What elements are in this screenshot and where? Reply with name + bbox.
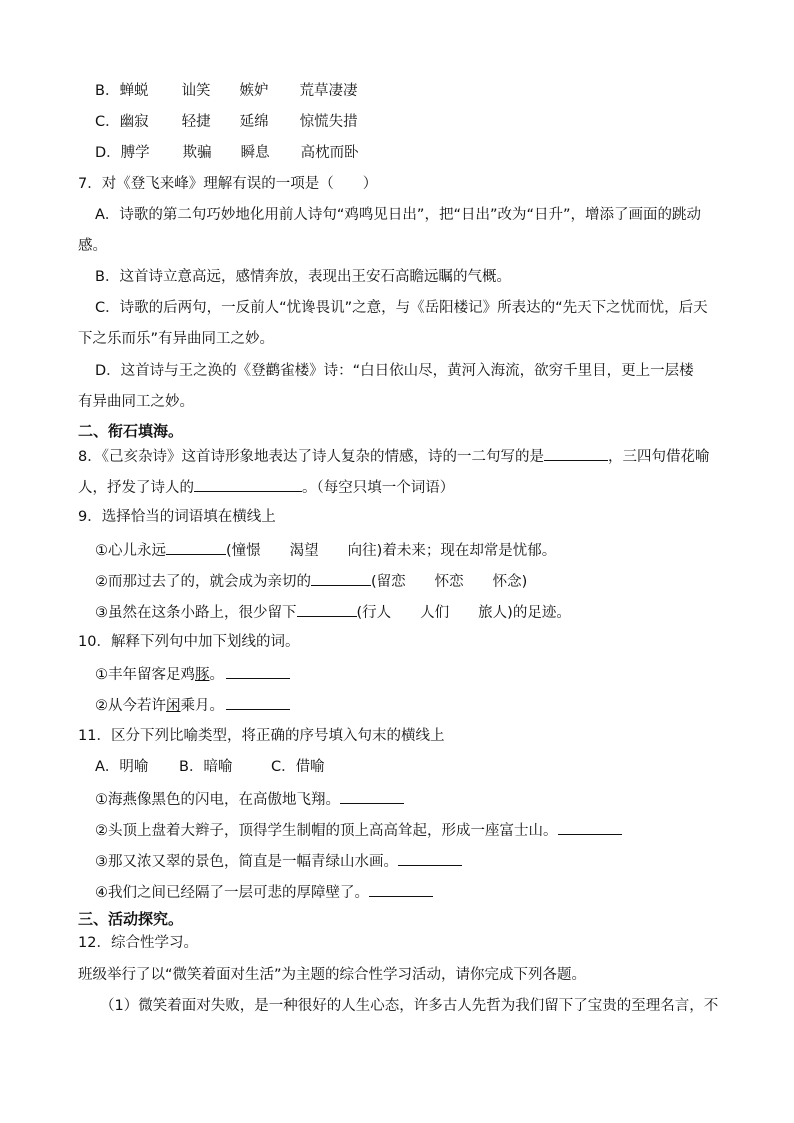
q10-stem: 10．解释下列句中加下划线的词。 (78, 634, 300, 650)
option-word: 欺骗 (182, 145, 212, 161)
q11-text: ③那又浓又翠的景色，简直是一幅青绿山水画。 (95, 854, 398, 870)
q11-item-3 (95, 851, 462, 871)
q9-text: ③虽然在这条小路上，很少留下 (95, 605, 297, 621)
q7-option-a: A．诗歌的第二句巧妙地化用前人诗句“鸡鸣见日出”，把“日出”改为“日升”，增添了画面的跳动 (95, 207, 701, 223)
q7-option-d-cont: 有异曲同工之妙。 (78, 394, 194, 410)
q11-options (95, 758, 325, 776)
q8-text: 。（每空只填一个词语） (302, 480, 455, 496)
q8-text: 8．《己亥杂诗》这首诗形象地表达了诗人复杂的情感，诗的一二句写的是 (78, 449, 544, 465)
q7-option-a-cont: 感。 (78, 238, 107, 254)
q9-item-3 (95, 602, 571, 622)
answer-blank[interactable] (226, 664, 290, 679)
q9-item-1 (95, 540, 556, 560)
answer-blank[interactable] (166, 540, 226, 555)
underlined-word: 闲 (166, 698, 181, 714)
answer-blank[interactable] (398, 851, 462, 866)
option-label: C． (95, 114, 120, 130)
q12-intro: 班级举行了以“微笑着面对生活”为主题的综合性学习活动，请你完成下列各题。 (78, 967, 587, 983)
q11-option: C．借喻 (271, 759, 325, 775)
q9-text: ①心儿永远 (95, 543, 166, 559)
q9-text: ②而那过去了的，就会成为亲切的 (95, 574, 311, 590)
option-word: 延绵 (239, 114, 269, 130)
q10-text: ①丰年留客足鸡 (95, 667, 195, 683)
q10-text: ②从今若许 (95, 698, 166, 714)
q12-stem: 12．综合性学习。 (78, 935, 198, 951)
q6-option-d (95, 144, 359, 162)
q6-option-b (95, 82, 357, 100)
section-heading-2: 二、衔石填海。 (78, 422, 184, 440)
q9-text: (憧憬 渴望 向往)着未来；现在却常是忧郁。 (226, 543, 557, 559)
q6-option-c (95, 113, 358, 131)
underlined-word: 豚 (195, 667, 210, 683)
option-word: 轻捷 (181, 114, 211, 130)
section-heading-3: 三、活动探究。 (78, 910, 184, 928)
q10-text: 。 (209, 667, 224, 683)
q11-text: ④我们之间已经隔了一层可悲的厚障壁了。 (95, 885, 369, 901)
q10-item-1 (95, 664, 290, 684)
q8-text: 人，抒发了诗人的 (78, 480, 194, 496)
answer-blank[interactable] (297, 602, 357, 617)
q11-option: B．暗喻 (179, 759, 233, 775)
q7-option-c: C．诗歌的后两句，一反前人“忧谗畏讥”之意，与《岳阳楼记》所表达的“先天下之忧而忧，后天 (95, 300, 708, 316)
option-word: 膊学 (120, 145, 150, 161)
q11-stem: 11．区分下列比喻类型，将正确的序号填入句末的横线上 (78, 728, 445, 744)
answer-blank[interactable] (544, 446, 608, 461)
option-word: 幽寂 (119, 114, 149, 130)
q10-text: 乘月。 (180, 698, 224, 714)
q9-text: (留恋 怀恋 怀念) (371, 574, 528, 590)
q7-option-d: D．这首诗与王之涣的《登鹳雀楼》诗：“白日依山尽，黄河入海流，欲穷千里目，更上一层楼 (95, 363, 694, 379)
q11-text: ②头顶上盘着大辫子，顶得学生制帽的顶上高高耸起，形成一座富士山。 (95, 823, 558, 839)
q10-item-2 (95, 695, 290, 715)
option-label: D． (95, 145, 121, 161)
q8-line-1 (78, 446, 709, 466)
option-word: 荒草凄凄 (299, 83, 358, 99)
q9-stem: 9．选择恰当的词语填在横线上 (78, 509, 276, 525)
answer-blank[interactable] (369, 882, 433, 897)
answer-blank[interactable] (558, 820, 622, 835)
answer-blank[interactable] (340, 789, 404, 804)
option-label: B． (95, 83, 120, 99)
q11-item-1 (95, 789, 404, 809)
q11-item-4 (95, 882, 433, 902)
option-word: 嫉妒 (239, 83, 269, 99)
q7-option-c-cont: 下之乐而乐”有异曲同工之妙。 (78, 331, 275, 347)
q11-option: A．明喻 (95, 759, 149, 775)
q9-item-2 (95, 571, 527, 591)
answer-blank[interactable] (226, 695, 290, 710)
q7-stem: 7．对《登飞来峰》理解有误的一项是（ ） (78, 176, 378, 192)
answer-blank[interactable] (311, 571, 371, 586)
answer-blank[interactable] (194, 477, 302, 492)
option-word: 高枕而卧 (300, 145, 359, 161)
q11-text: ①海燕像黑色的闪电，在高傲地飞翔。 (95, 792, 340, 808)
option-word: 瞬息 (240, 145, 270, 161)
q11-item-2 (95, 820, 622, 840)
q12-sub-1: （1）微笑着面对失败，是一种很好的人生心态，许多古人先哲为我们留下了宝贵的至理名言，不 (100, 998, 719, 1014)
option-word: 讪笑 (181, 83, 211, 99)
option-word: 惊慌失措 (299, 114, 358, 130)
q7-option-b: B．这首诗立意高远，感情奔放，表现出王安石高瞻远瞩的气概。 (95, 269, 511, 285)
q8-text: ，三四句借花喻 (607, 449, 710, 465)
q8-line-2 (78, 477, 454, 497)
option-word: 蝉蜕 (119, 83, 149, 99)
q9-text: (行人 人们 旅人)的足迹。 (356, 605, 571, 621)
